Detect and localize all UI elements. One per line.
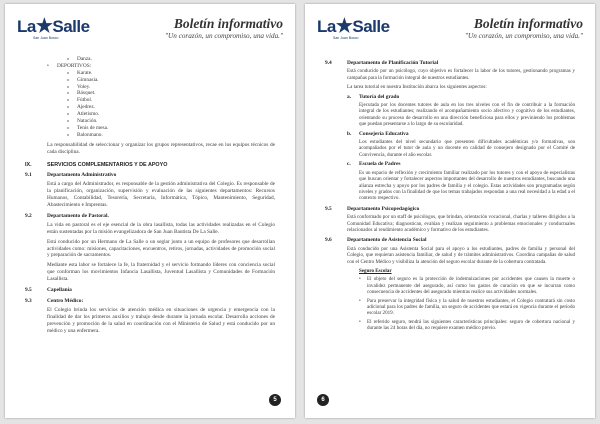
item-title: Tutoría del grado (359, 93, 400, 100)
page-right (305, 4, 595, 418)
logo-text-la: La (317, 17, 336, 36)
subsection-heading (325, 237, 575, 243)
subsection-title: Departamento de Planificación Tutorial (347, 60, 439, 66)
list-item: o Ajedrez. (25, 104, 275, 111)
item-heading (347, 131, 575, 137)
paragraph: Los estudiantes del nivel secundario que presenten dificultades académicas y/o formativas, son acompañados por el tutor de aula y un docente en calidad de consejero designado por el Comité de Convivencia, durante el año escolar. (359, 139, 575, 158)
subsection-heading (325, 206, 575, 212)
list-item: o Voley. (25, 84, 275, 91)
item-heading (347, 94, 575, 100)
subsection-number: 9.5 (325, 205, 332, 212)
list-item: o Balonmano. (25, 132, 275, 139)
item-letter: a. (347, 93, 352, 100)
list-item: o Básquet. (25, 90, 275, 97)
page-left (5, 4, 295, 418)
paragraph: Ejecutada por los docentes tutores de aula en los tres niveles con el fin de contribuir a la formación integral de los estudiantes; realizando el acompañamiento socio afectivo y cognitivo de los estudiantes, orientando su proceso de desarrollo en una dirección beneficiosa para ellos y previniendo los problemas que puedan presentarse a lo largo de su escolaridad. (359, 102, 575, 128)
logo-text-la: La (17, 17, 36, 36)
section-number: IX. (25, 161, 32, 168)
list-item: • Para preservar la integridad física y la salud de nuestros estudiantes, el Colegio contratará sin costo adicional para los padres de familia, un seguro de accidentes que estará en vigencia durante el período escolar 2019. (325, 298, 575, 317)
deportivos-label: • DEPORTIVOS: (25, 63, 275, 70)
sports-list (25, 70, 275, 139)
sports-list-top (25, 56, 275, 63)
subsection-heading (25, 172, 275, 179)
subsection-title: Departamento de Asistencia Social (347, 237, 427, 244)
paragraph: Mediante esta labor se fortalece la fe, la fraternidad y el servicio formando líderes con conciencia social que conforman los movimientos Infancia Lasallista, Juventud Lasallista y Comunidades de Formación Lasallista. (47, 262, 275, 283)
header-title: Boletín informativo (473, 16, 583, 31)
paragraph: Está conducido por un Hermano de La Salle o un seglar junto a un equipo de profesores que desarrollan actividades como: misiones, capacitaciones, encuentros, retiros, jornadas, actividades de promoción social y preparación de sacramentos. (47, 238, 275, 259)
logo-text-salle: Salle (352, 17, 390, 36)
subsection-number: 9.6 (325, 237, 332, 244)
page-header (5, 4, 295, 52)
paragraph: Está a cargo del Administrador, es responsable de la gestión administrativa del Colegio. Es responsable de la planificación, organización, supervisión y evaluación de las siguientes departamentos: Recursos Humanos, Contabilidad, Tesorería, Secretaría, Informática, Tópico, Mantenimiento, Seguridad, Abastecimiento e Imprentas. (47, 181, 275, 209)
paragraph: Está conformado por un staff de psicólogos, que brindan, orientación vocacional, charlas y talleres dirigidos a la Comunidad Educativa; diagnostican, evalúan y realizan seguimiento a problemas emocionales y conductuales relacionados al rendimiento académico y formativo de los estudiantes. (347, 214, 575, 233)
logo-text-salle: Salle (52, 17, 90, 36)
seguro-escolar-heading: Seguro Escolar (359, 267, 392, 274)
list-item: o Tenis de mesa. (25, 125, 275, 132)
page-number: 5 (269, 394, 281, 406)
subsection-heading (325, 60, 575, 66)
paragraph: La tarea tutorial en nuestra Institución abarca los siguientes aspectos: (347, 84, 487, 91)
paragraph: Está conducido por una Asistenta Social para el apoyo a los estudiantes, padres de familia y personal del Colegio, que requieran asistencia familiar, de salud y de trámites administrativos. Coordina campañas de salud con el Centro Médico y visibiliza la atención del seguro escolar durante de la cobertura contratada. (347, 245, 575, 265)
list-item: o Karate. (25, 70, 275, 77)
logo-subtitle: San Juan Bosco (333, 36, 359, 40)
subsection-number: 9.4 (325, 60, 332, 66)
paragraph: Está conducido por un psicólogo, cuyo objetivo es fortalecer la labor de los tutores, gestionando programas y campañas para la formación integral de nuestros estudiantes. (347, 68, 575, 81)
la-salle-logo (317, 18, 390, 35)
subsection-number: 9.1 (25, 172, 32, 179)
section-title: SERVICIOS COMPLEMENTARIOS Y DE APOYO (47, 161, 168, 168)
header-subtitle: "Un corazón, un compromiso, una vida." (165, 32, 283, 40)
paragraph: El Colegio brinda los servicios de atención médica en situaciones de urgencia y emergencia con la finalidad de dar los primeros auxilios y trabajo desde durante la jornada escolar. Desarrolla acciones de prevención y promoción de la salud en coordinación con el Ministerio de Salud y está conducido por un médico y una enfermera. (47, 306, 275, 334)
item-title: Escuela de Padres (359, 161, 401, 168)
paragraph: La vida en pastoral es el eje esencial de la obra lasallista, todas las actividades realizadas en el Colegio están sustentadas por la misión evangelizadora de San Juan Bautista De La Salle. (47, 221, 275, 235)
list-item: o Natación. (25, 118, 275, 125)
item-heading (347, 161, 575, 167)
star-icon: ★ (35, 16, 53, 37)
list-item: o Gimnasia. (25, 77, 275, 84)
list-item: o Danza. (25, 56, 275, 63)
subsection-title: Departamento de Pastoral. (47, 212, 109, 219)
star-icon: ★ (335, 16, 353, 37)
subsection-title: Capellanía (47, 287, 72, 294)
paragraph: Es un espacio de reflexión y crecimiento familiar realizado por los tutores y con el apoyo de especialistas que buscan orientar y fortalecer aspectos importantes del desarrollo de nuestros estudiantes, buscando una alianza estrecha y apoyo por los padres de familia y el colegio. Estas actividades son programadas según niveles y grados con la finalidad de que los temas trabajados respondan a una real necesidad a la edad a el contexto respectivo. (359, 169, 575, 202)
subsection-number: 9.2 (25, 212, 32, 219)
list-item: o Atletismo. (25, 111, 275, 118)
subsection-title: Centro Médico: (47, 298, 84, 304)
subsection-number: 9.5 (25, 287, 32, 294)
page-header (305, 4, 595, 52)
item-letter: b. (347, 130, 352, 137)
subsection-heading (25, 287, 275, 294)
item-letter: c. (347, 161, 351, 168)
header-subtitle: "Un corazón, un compromiso, una vida." (465, 32, 583, 40)
section-heading (25, 162, 275, 169)
list-item: o Fútbol. (25, 97, 275, 104)
header-title: Boletín informativo (173, 16, 283, 31)
subsection-heading (25, 213, 275, 220)
subsection-title: Departamento Administrativo (47, 172, 117, 179)
logo-subtitle: San Juan Bosco (33, 36, 59, 40)
list-item: • El objeto del seguro es la protección de indemnizaciones por accidentes que causen la muerte o invalidez permanente del asegurado, así como los gastos de curación en que se incurran como consecuencia de accidentes del asegurado mientras realice sus actividades normales. (325, 276, 575, 295)
page-number: 6 (317, 394, 329, 406)
item-title: Consejería Educativa (359, 130, 409, 137)
subsection-number: 9.3 (25, 298, 32, 304)
page-content (25, 56, 275, 398)
la-salle-logo (17, 18, 90, 35)
list-item: • El referido seguro, tendrá las siguientes características principales: seguro de cobertura nacional y durante las 24 horas del día, no requiere examen médico previo. (325, 319, 575, 332)
subsection-heading (25, 298, 275, 305)
paragraph: La responsabilidad de seleccionar y organizar los grupos representativos, recae en los equipos técnicos de cada disciplina. (47, 141, 275, 155)
subsection-title: Departamento Psicopedagógico (347, 205, 420, 212)
page-content (325, 56, 575, 398)
